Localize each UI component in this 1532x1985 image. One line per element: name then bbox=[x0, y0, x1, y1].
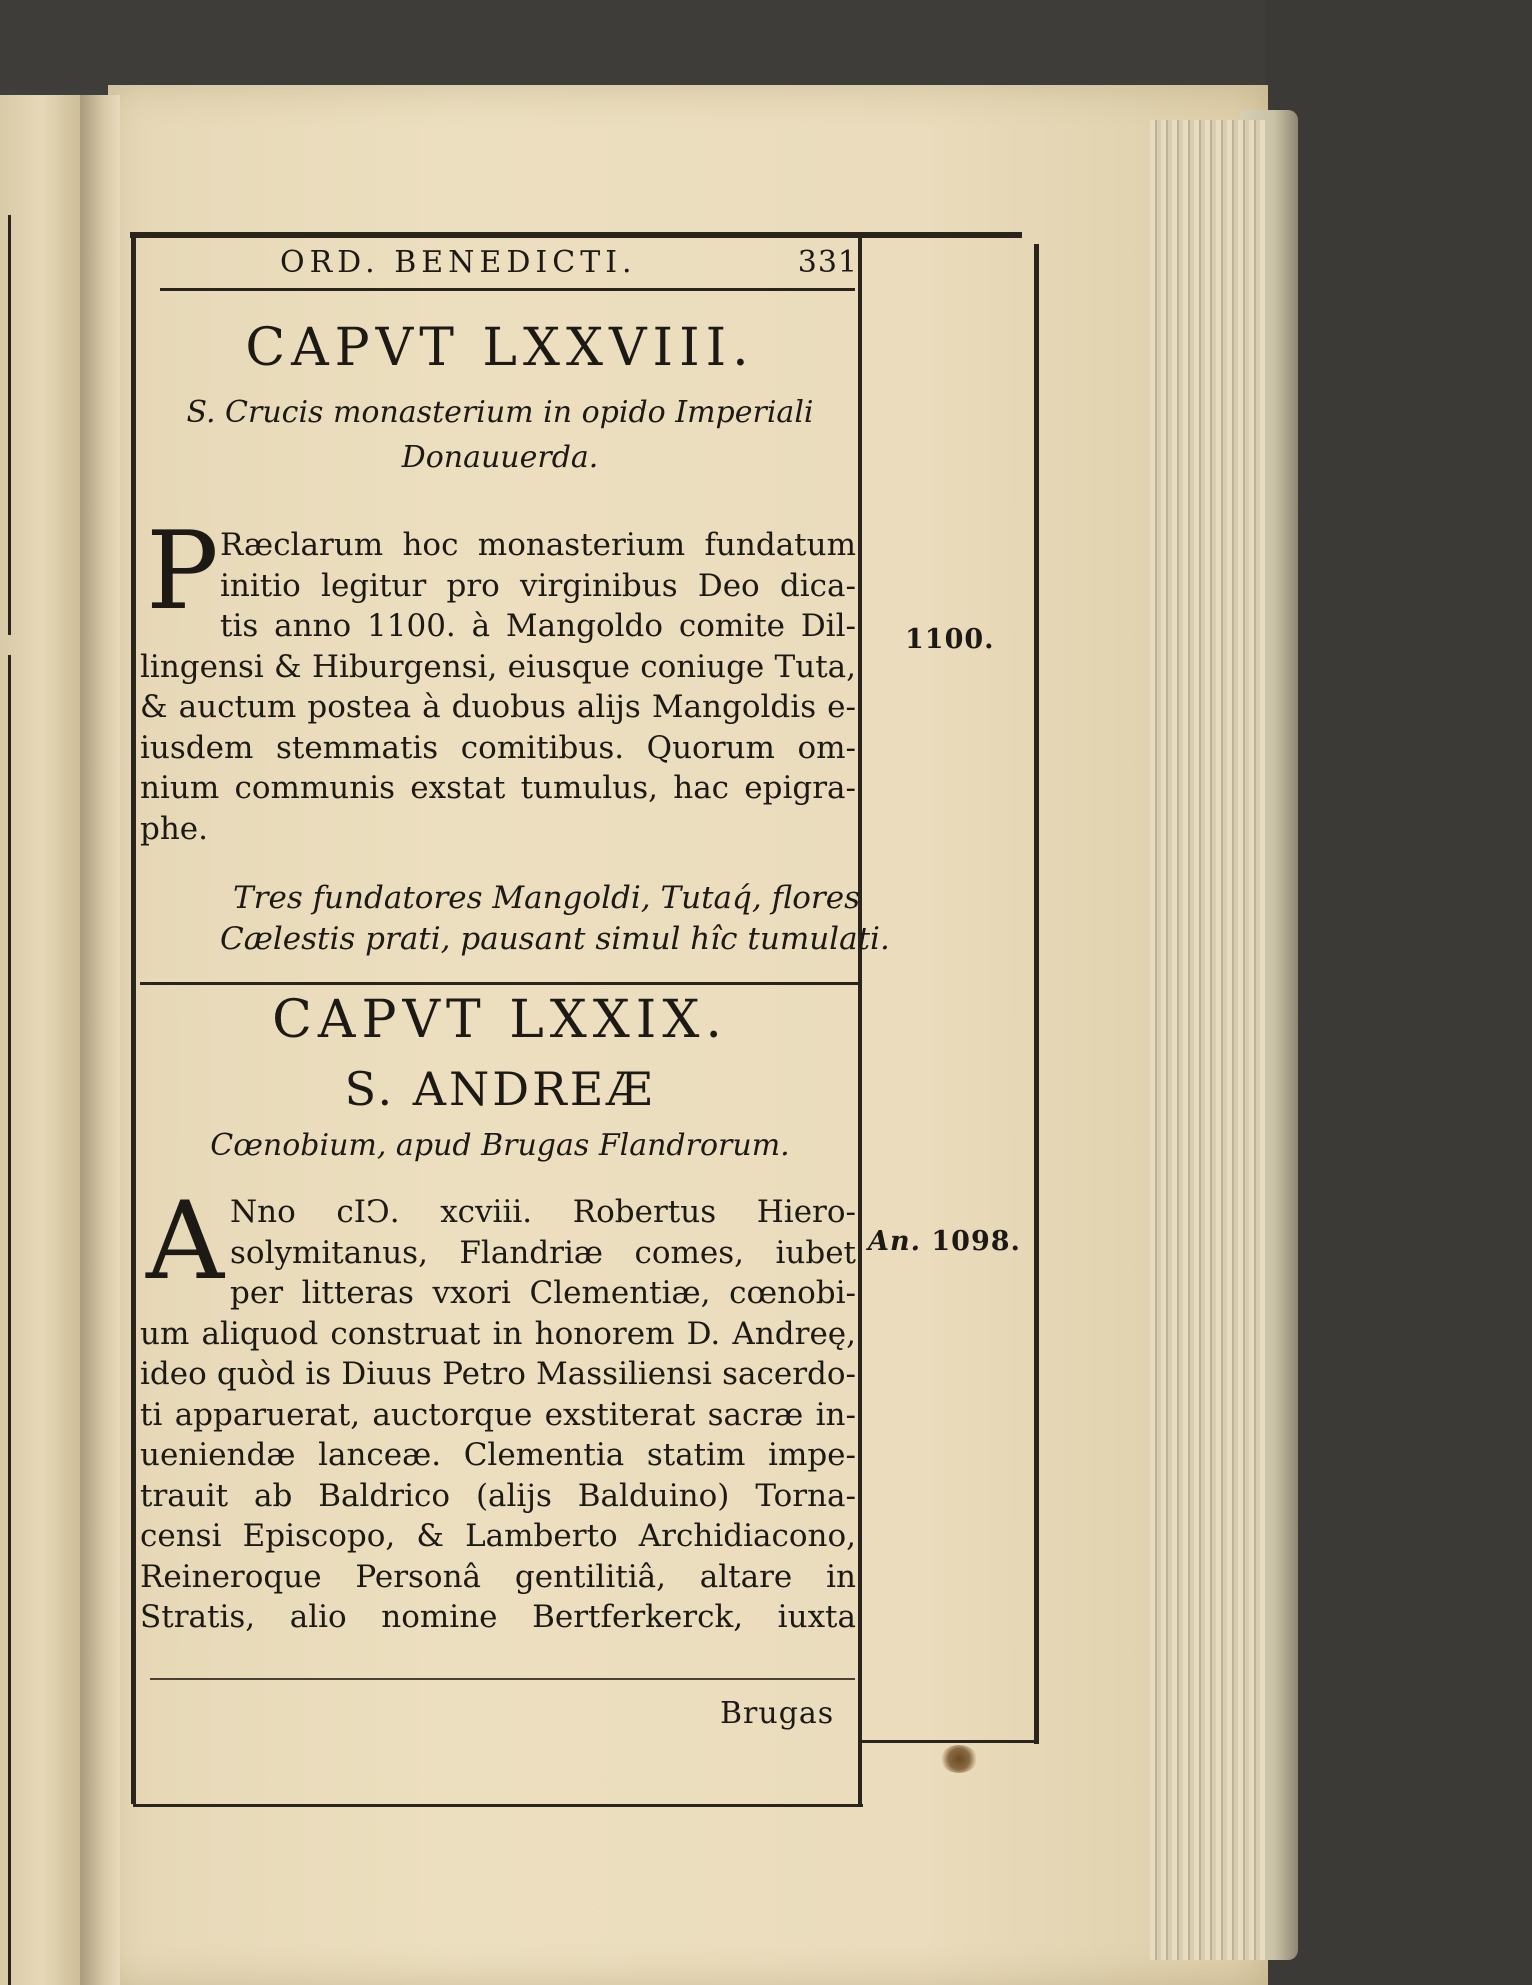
text-line: phe. bbox=[140, 810, 209, 847]
chapter-heading: CAPVT LXXIX. bbox=[272, 990, 728, 1050]
epitaph-verse bbox=[220, 878, 890, 960]
text-line: lingensi & Hiburgensi, eiusque coniuge Tuta, bbox=[140, 648, 856, 685]
drop-capital: A bbox=[146, 1179, 224, 1304]
text-foot-rule bbox=[150, 1678, 855, 1680]
margin-note-year: 1100. bbox=[905, 624, 995, 655]
paragraph bbox=[140, 1179, 856, 1638]
header-rule bbox=[160, 288, 855, 291]
text-line: Nno cIↃ. xcviii. Robertus Hiero- bbox=[230, 1194, 856, 1230]
text-line: ti apparuerat, auctorque exstiterat sacræ in- bbox=[140, 1396, 856, 1433]
text-line: ideo quòd is Diuus Petro Massiliensi sacerdo- bbox=[140, 1356, 856, 1392]
paragraph bbox=[140, 525, 856, 849]
spine-gutter bbox=[80, 95, 120, 1985]
text-line: solymitanus, Flandriæ comes, iubet bbox=[230, 1234, 856, 1271]
section-rule bbox=[140, 982, 860, 985]
frame-rule-left bbox=[131, 238, 136, 1804]
running-title: ORD. BENEDICTI. bbox=[280, 245, 637, 280]
chapter-heading: CAPVT LXXVIII. bbox=[245, 318, 755, 378]
text-line: nium communis exstat tumulus, hac epigra- bbox=[140, 770, 856, 806]
text-line: censi Episcopo, & Lamberto Archidiacono, bbox=[140, 1518, 856, 1554]
margin-note-year bbox=[868, 1226, 1021, 1257]
frame-rule-bottom-margin bbox=[862, 1740, 1037, 1743]
chapter-subtitle: Donauuerda. bbox=[401, 440, 599, 475]
text-line: initio legitur pro virginibus Deo dica- bbox=[220, 567, 856, 604]
verse-line: Cælestis prati, pausant simul hîc tumulati. bbox=[220, 921, 890, 957]
text-line: tis anno 1100. à Mangoldo comite Dil- bbox=[220, 608, 856, 644]
frame-rule-top bbox=[130, 232, 1022, 238]
running-header bbox=[280, 243, 860, 288]
chapter-subtitle: Cœnobium, apud Brugas Flandrorum. bbox=[210, 1128, 790, 1163]
text-line: um aliquod construat in honorem D. Andreę, bbox=[140, 1315, 856, 1352]
text-line: iusdem stemmatis comitibus. Quorum om- bbox=[140, 729, 856, 766]
chapter-subtitle: S. Crucis monasterium in opido Imperiali bbox=[186, 395, 814, 430]
frame-rule-right bbox=[1034, 244, 1039, 1744]
frame-rule-bottom bbox=[133, 1804, 863, 1807]
text-line: & auctum postea à duobus alijs Mangoldis e- bbox=[140, 689, 856, 725]
ink-stain bbox=[940, 1745, 978, 1773]
drop-capital: P bbox=[146, 509, 219, 634]
page-number: 331 bbox=[797, 245, 858, 280]
catchword: Brugas bbox=[720, 1696, 835, 1731]
chapter-subheading: S. ANDREÆ bbox=[344, 1062, 656, 1116]
text-line: per litteras vxori Clementiæ, cœnobi- bbox=[230, 1275, 856, 1311]
text-line: Stratis, alio nomine Bertferkerck, iuxta bbox=[140, 1599, 856, 1635]
background-right bbox=[1265, 0, 1532, 1985]
text-line: ueniendæ lanceæ. Clementia statim impe- bbox=[140, 1437, 856, 1473]
text-line: Ræclarum hoc monasterium fundatum bbox=[220, 527, 856, 563]
text-line: Reineroque Personâ gentilitiâ, altare in bbox=[140, 1558, 856, 1595]
text-line: trauit ab Baldrico (alijs Balduino) Torna- bbox=[140, 1477, 856, 1514]
page-block-edge bbox=[1150, 120, 1265, 1960]
margin-note-value: 1098. bbox=[931, 1226, 1021, 1257]
verse-line: Tres fundatores Mangoldi, Tutaq́, flores bbox=[232, 880, 860, 916]
margin-note-prefix: An. bbox=[868, 1226, 921, 1257]
